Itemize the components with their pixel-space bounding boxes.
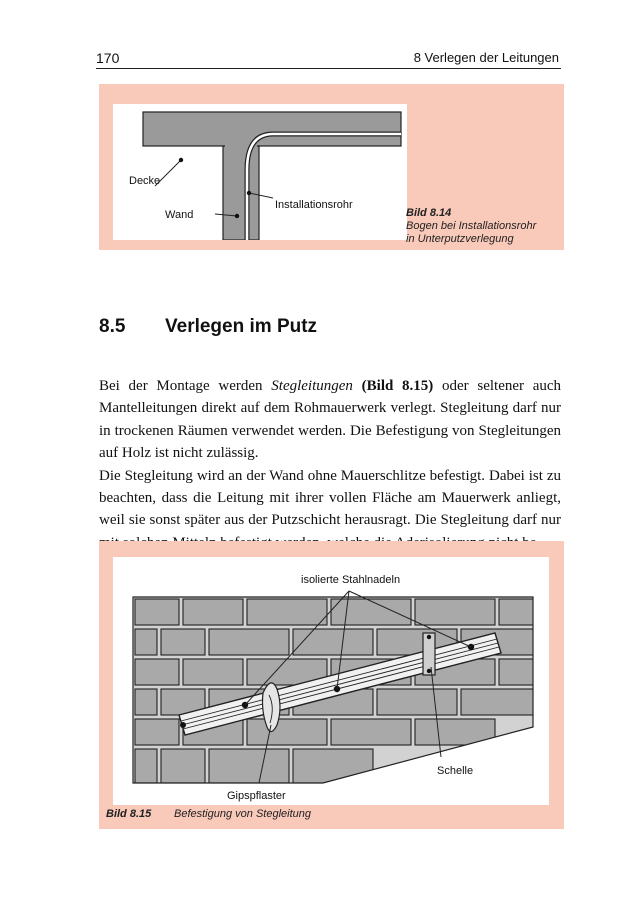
figure-8-14 (99, 84, 564, 250)
figure-8-15-label: Bild 8.15 (106, 808, 152, 820)
label-conduit: Installationsrohr (275, 199, 353, 211)
figure-8-14-label: Bild 8.14 (406, 207, 452, 219)
chapter-title: 8 Verlegen der Leitungen (413, 50, 559, 65)
label-ceiling: Decke (129, 175, 161, 187)
wall (223, 146, 259, 240)
body-text (99, 375, 561, 554)
header-rule (96, 68, 561, 69)
stegleitung-fastening-illustration (113, 557, 549, 805)
ceiling-slab (143, 112, 401, 146)
section-title: Verlegen im Putz (165, 316, 318, 337)
figure-8-15-drawing (113, 557, 549, 805)
figure-8-14-caption-line1: Bogen bei Installationsrohr (406, 220, 537, 232)
label-wall: Wand (165, 209, 194, 221)
label-steel-needles: isolierte Stahlnadeln (301, 574, 401, 586)
cable-clamp (423, 633, 435, 675)
section-number: 8.5 (99, 316, 126, 337)
figure-8-14-caption (406, 207, 536, 246)
term-stegleitungen: Stegleitungen (271, 378, 353, 394)
section-heading (99, 316, 317, 338)
conduit (247, 134, 401, 240)
figure-8-15-caption-text: Befestigung von Stegleitung (174, 808, 311, 820)
figure-8-15 (99, 541, 564, 829)
figure-8-14-drawing (113, 104, 407, 240)
figure-8-15-caption (106, 808, 311, 820)
paragraph-1: Bei der Montage werden Stegleitungen (Bild 8.15) oder seltener auch Mantelleitungen direkt auf dem Rohmauerwerk verlegt. Stegleitung darf nur in trockenen Räumen verwendet werden. Die Befestigung von Stegleitungen auf Holz ist nicht zulässig. (99, 378, 562, 462)
label-gypsum-plaster: Gipspflaster (227, 790, 286, 802)
conduit-bend-illustration (113, 104, 407, 240)
page-number: 170 (96, 50, 120, 66)
label-clamp: Schelle (437, 765, 474, 777)
figure-reference: (Bild 8.15) (361, 378, 434, 394)
figure-8-14-caption-line2: in Unterputzverlegung (406, 233, 514, 245)
paragraph-2: Die Stegleitung wird an der Wand ohne Mauerschlitze befestigt. Dabei ist zu beachten, dass die Leitung mit ihrer vollen Fläche am Mauerwerk anliegt, weil sie sonst später aus der Putzschicht herausragt. Die Stegleitung darf nur (99, 467, 561, 529)
